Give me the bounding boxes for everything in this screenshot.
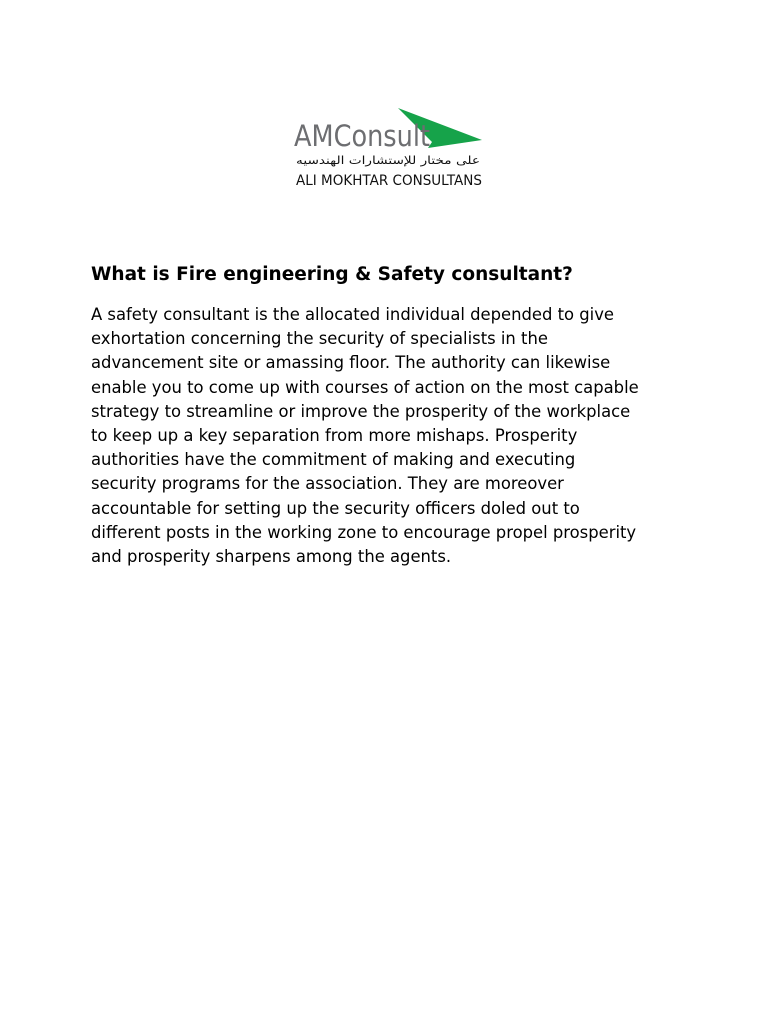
article-line: different posts in the working zone to encourage propel prosperity xyxy=(91,522,637,542)
logo-company-name: ALI MOKHTAR CONSULTANS xyxy=(296,173,483,189)
article-line: authorities have the commitment of making and executing xyxy=(91,450,576,470)
article-line: enable you to come up with courses of action on the most capable xyxy=(91,377,639,397)
article-heading: What is Fire engineering & Safety consultant? xyxy=(91,264,573,285)
article-line: and prosperity sharpens among the agents. xyxy=(91,547,452,567)
logo-arabic-text: على مختار للإستشارات الهندسيه xyxy=(296,154,480,167)
amconsult-logo-graphic xyxy=(262,96,502,208)
article-line: to keep up a key separation from more mishaps. Prosperity xyxy=(91,426,578,446)
article-line: security programs for the association. They are moreover xyxy=(91,474,564,494)
article-line: advancement site or amassing floor. The authority can likewise xyxy=(91,353,611,373)
article-line: strategy to streamline or improve the prosperity of the workplace xyxy=(91,401,631,421)
article-line: accountable for setting up the security officers doled out to xyxy=(91,498,580,518)
article-line: A safety consultant is the allocated individual depended to give xyxy=(91,305,615,324)
logo-brand-text: AMConsult xyxy=(294,119,430,153)
article-body xyxy=(91,303,691,569)
company-logo xyxy=(262,96,502,208)
article-line: exhortation concerning the security of specialists in the xyxy=(91,329,548,349)
